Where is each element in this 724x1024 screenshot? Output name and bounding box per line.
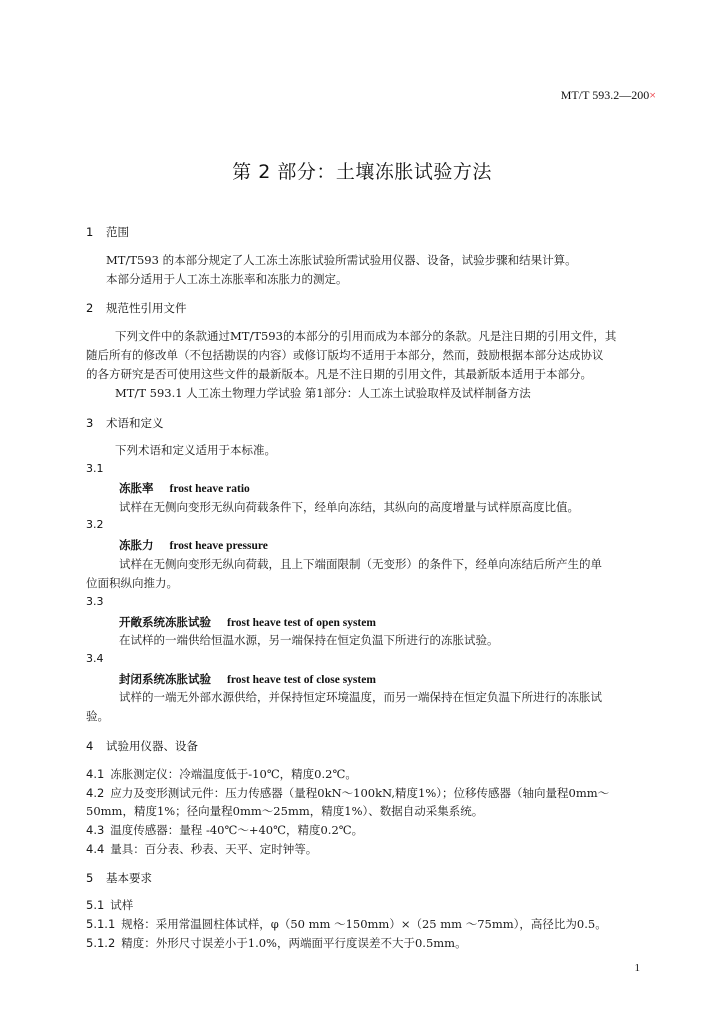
term-definition: 位面积纵向推力。 <box>86 576 178 590</box>
list-item <box>86 766 357 782</box>
term-entry <box>119 537 268 553</box>
list-item <box>86 822 363 838</box>
term-definition: 试样的一端无外部水源供给，并保持恒定环境温度，而另一端保持在恒定负温下所进行的冻胀试 <box>119 690 602 704</box>
standard-code-text: MT/T 593.2—200 <box>560 88 650 102</box>
paragraph-line: 随后所有的修改单（不包括勘误的内容）或修订版均不适用于本部分，然而，鼓励根据本部分达成协议 <box>86 348 604 362</box>
section-title: 试验用仪器、设备 <box>106 739 198 753</box>
standard-code-mark: × <box>649 88 656 102</box>
list-item-number: 4.2 <box>86 786 105 800</box>
list-item-continuation: 50mm，精度1%；径向量程0mm～25mm，精度1%）、数据自动采集系统。 <box>86 804 484 818</box>
term-definition: 试样在无侧向变形无纵向荷载条件下，经单向冻结，其纵向的高度增量与试样原高度比值。 <box>119 500 579 514</box>
paragraph-line: 下列文件中的条款通过MT/T593的本部分的引用而成为本部分的条款。凡是注日期的引用文件，其 <box>115 329 617 343</box>
section-number: 3 <box>86 416 94 430</box>
paragraph: 本部分适用于人工冻土冻胀率和冻胀力的测定。 <box>106 272 348 286</box>
section-number: 5 <box>86 871 94 885</box>
section-2-heading <box>86 300 187 316</box>
section-1-heading <box>86 224 129 240</box>
term-definition: 验。 <box>86 709 109 723</box>
list-item-number: 5.1.1 <box>86 917 116 931</box>
subsection-heading <box>86 897 133 913</box>
list-item <box>86 785 609 801</box>
paragraph: MT/T593 的本部分规定了人工冻土冻胀试验所需试验用仪器、设备，试验步骤和结果计算。 <box>106 253 577 267</box>
list-item-number: 5.1.2 <box>86 936 116 950</box>
clause-number: 3.3 <box>86 595 104 608</box>
list-item-number: 4.1 <box>86 767 105 781</box>
term-chinese: 冻胀力 <box>119 538 154 552</box>
clause-number: 3.1 <box>86 462 104 475</box>
term-chinese: 冻胀率 <box>119 481 154 495</box>
clause-number: 3.2 <box>86 518 104 531</box>
term-definition: 试样在无侧向变形无纵向荷载，且上下端面限制（无变形）的条件下，经单向冻结后所产生的单 <box>119 557 602 571</box>
term-chinese: 封闭系统冻胀试验 <box>119 672 211 686</box>
term-entry <box>119 671 376 687</box>
list-item <box>86 841 317 857</box>
section-number: 1 <box>86 225 94 239</box>
list-item <box>86 935 467 951</box>
page-number: 1 <box>634 962 640 974</box>
paragraph-line: 的各方研究是否可使用这些文件的最新版本。凡是不注日期的引用文件，其最新版本适用于本部分。 <box>86 367 592 381</box>
section-title: 范围 <box>106 225 129 239</box>
section-4-heading <box>86 738 198 754</box>
term-english: frost heave pressure <box>169 540 268 552</box>
section-title: 术语和定义 <box>106 416 164 430</box>
term-entry <box>119 480 250 496</box>
standard-code <box>561 88 656 103</box>
term-english: frost heave test of open system <box>227 617 376 629</box>
section-number: 2 <box>86 301 94 315</box>
term-entry <box>119 614 376 630</box>
term-english: frost heave ratio <box>169 483 250 495</box>
section-5-heading <box>86 870 152 886</box>
list-item-text: 应力及变形测试元件：压力传感器（量程0kN～100kN,精度1%）；位移传感器（轴向量程0mm～ <box>110 786 610 800</box>
section-3-heading <box>86 415 164 431</box>
subsection-number: 5.1 <box>86 898 105 912</box>
list-item-number: 4.4 <box>86 842 105 856</box>
page-title: 第 2 部分：土壤冻胀试验方法 <box>232 161 492 183</box>
list-item-text: 温度传感器：量程 -40℃～+40℃，精度0.2℃。 <box>110 823 364 837</box>
term-chinese: 开敞系统冻胀试验 <box>119 615 211 629</box>
list-item-text: 量具：百分表、秒表、天平、定时钟等。 <box>110 842 318 856</box>
clause-number: 3.4 <box>86 652 104 665</box>
list-item-number: 4.3 <box>86 823 105 837</box>
section-title: 规范性引用文件 <box>106 301 187 315</box>
list-item-text: 精度：外形尺寸误差小于1.0%，两端面平行度误差不大于0.5mm。 <box>121 936 467 950</box>
paragraph: 下列术语和定义适用于本标准。 <box>115 443 276 457</box>
section-title: 基本要求 <box>106 871 152 885</box>
term-definition: 在试样的一端供给恒温水源，另一端保持在恒定负温下所进行的冻胀试验。 <box>119 633 499 647</box>
list-item <box>86 916 607 932</box>
list-item-text: 规格：采用常温圆柱体试样，φ（50 mm ～150mm）×（25 mm ～75mm），高径比为0.5。 <box>121 917 607 931</box>
section-number: 4 <box>86 739 94 753</box>
term-english: frost heave test of close system <box>227 674 376 686</box>
subsection-title: 试样 <box>110 898 134 912</box>
list-item-text: 冻胀测定仪：冷端温度低于-10℃，精度0.2℃。 <box>110 767 357 781</box>
reference-item: MT/T 593.1 人工冻土物理力学试验 第1部分：人工冻土试验取样及试样制备方法 <box>115 386 531 400</box>
